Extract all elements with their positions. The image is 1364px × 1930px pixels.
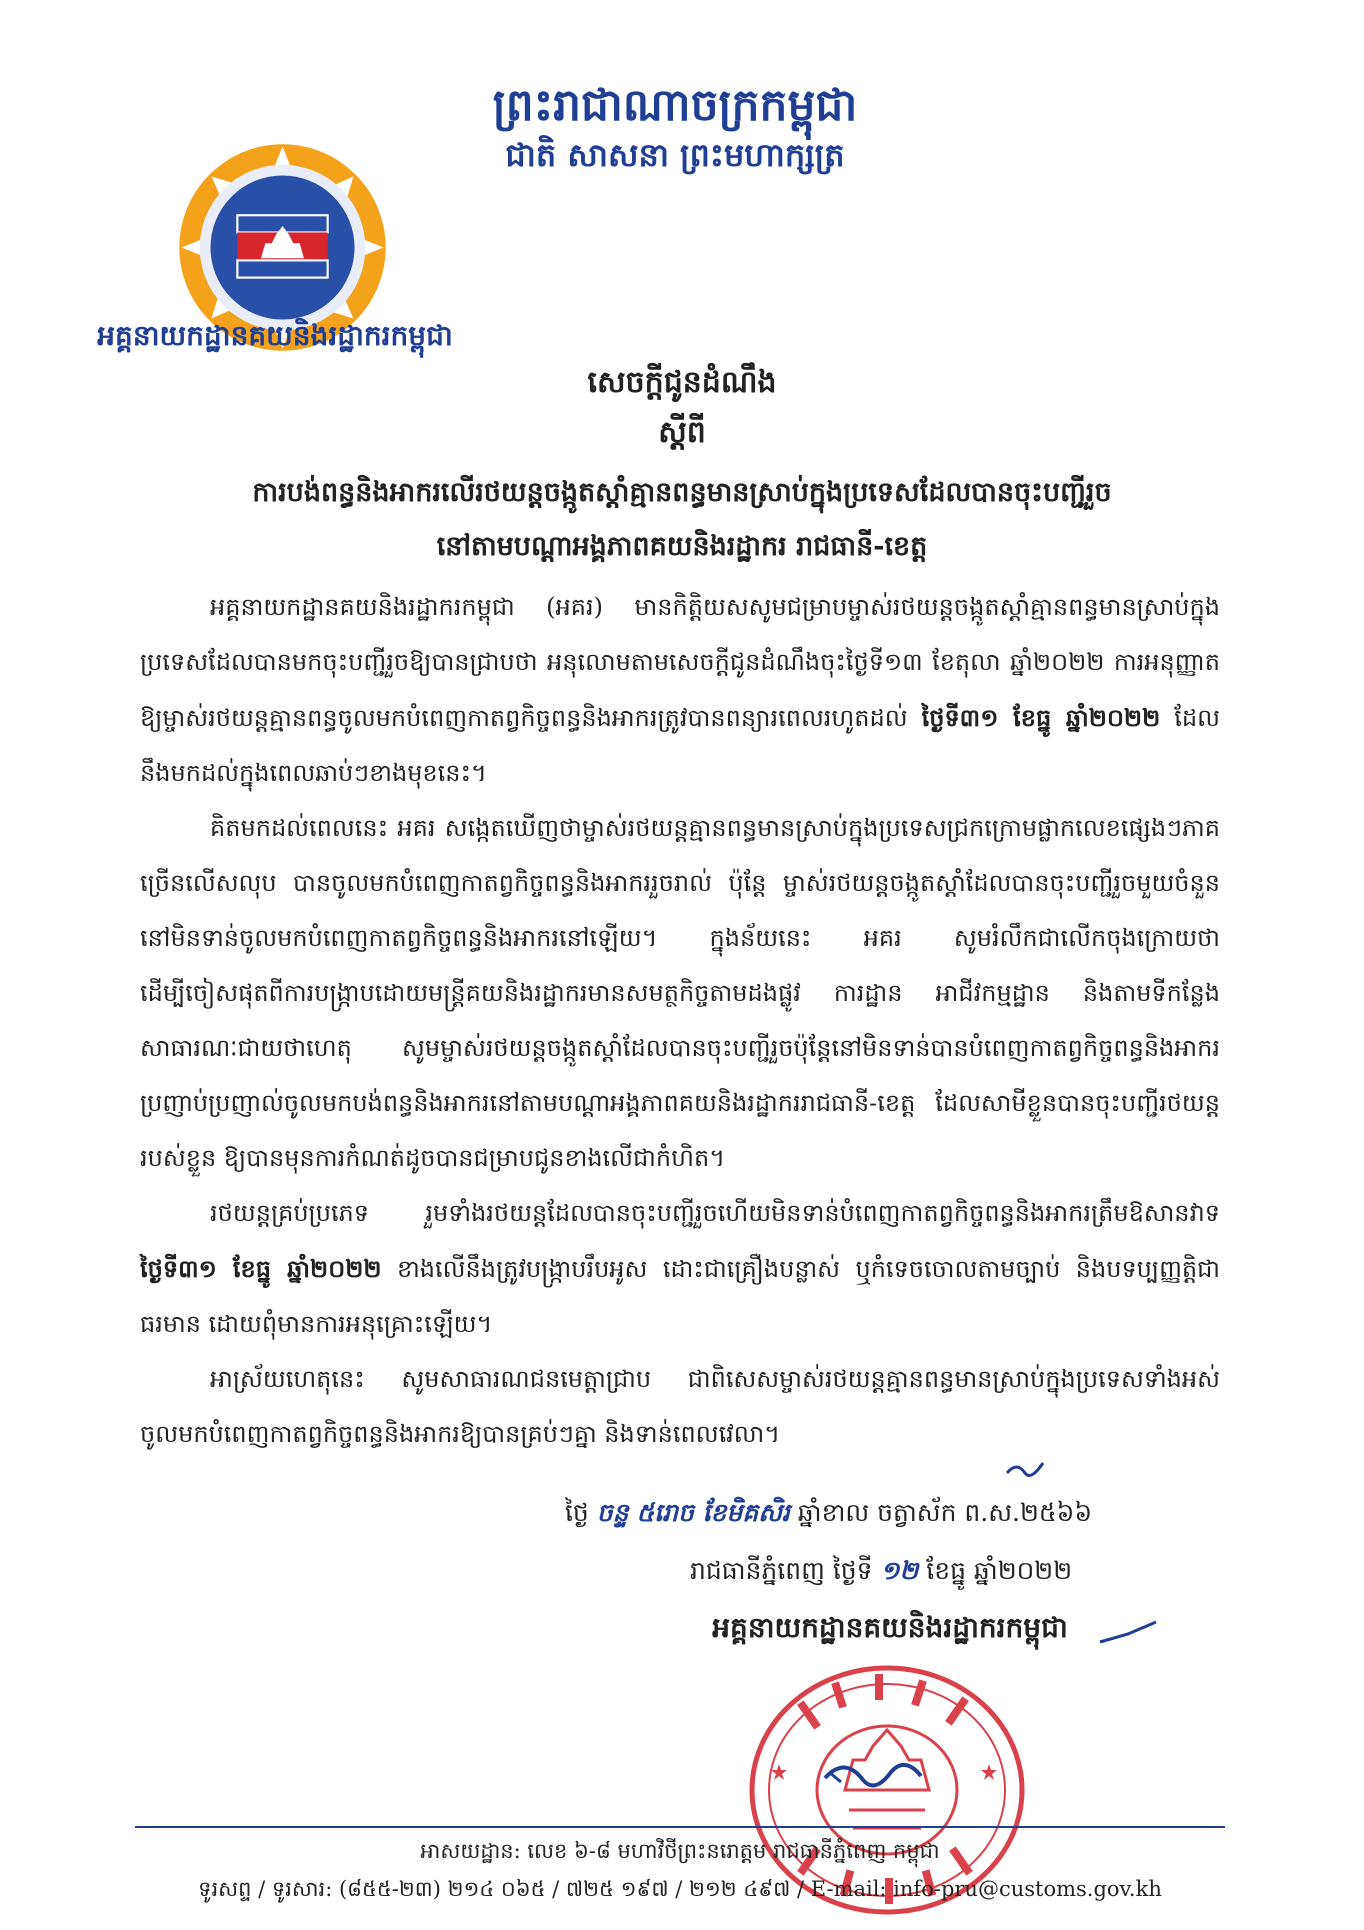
document-type: សេចក្តីជូនដំណឹង xyxy=(587,365,777,400)
handwritten-day: ចន្ទ xyxy=(596,1498,629,1527)
deadline-date: ថ្ងៃទី៣១ ខែធ្នូ ឆ្នាំ២០២២ xyxy=(140,1254,382,1283)
signature-tick-icon xyxy=(1098,1618,1158,1648)
notice-body xyxy=(140,580,1220,1462)
solar-date: រាជធានីភ្នំពេញ ថ្ងៃទី ១២ ខែធ្នូ ឆ្នាំ២០២២ xyxy=(690,1556,1073,1585)
paragraph-3: រថយន្តគ្រប់ប្រភេទ រួមទាំងរថយន្តដែលបានចុះបញ្ជីរួចហើយមិនទាន់បំពេញកាតព្វកិច្ចពន្ធនិងអាករត្រឹមឱសានវាទ ថ្ងៃទី៣១ ខែធ្នូ ឆ្នាំ២០២២ ខាងលើនឹងត្រូវបង្ក្រាបរឹបអូស ដោះជាគ្រឿងបន្លាស់ ឬកំទេចចោលតាមច្បាប់ និងបទប្បញ្ញត្តិជាធរមាន ដោយពុំមានការអនុគ្រោះឡើយ។ xyxy=(140,1199,1220,1338)
document-about: ស្តីពី xyxy=(658,415,706,450)
signatory-organization: អគ្គនាយកដ្ឋានគយនិងរដ្ឋាករកម្ពុជា xyxy=(712,1611,1068,1644)
handwritten-day-number: ១២ xyxy=(880,1556,919,1585)
footer-contact: ទូរសព្ទ / ទូរសារ: (៨៥៥-២៣) ២១៤ ០៦៥ / ៧២៥ ១៩៧ / ២១២ ៤៩៧ / E-mail: info-pru@customs.gov.kh xyxy=(198,1877,1162,1901)
paragraph-4: អាស្រ័យហេតុនេះ សូមសាធារណជនមេត្តាជ្រាប ជាពិសេសម្ចាស់រថយន្តគ្មានពន្ធមានស្រាប់ក្នុងប្រទេសទាំងអស់ ចូលមកបំពេញកាតព្វកិច្ចពន្ធនិងអាករឱ្យបានគ្រប់ៗគ្នា និងទាន់ពេលវេលា។ xyxy=(140,1365,1220,1448)
paragraph-1: អគ្គនាយកដ្ឋានគយនិងរដ្ឋាករកម្ពុជា (អគរ) មានកិត្តិយសសូមជម្រាបម្ចាស់រថយន្តចង្កូតស្តាំគ្មានពន្ធមានស្រាប់ក្នុងប្រទេសដែលបានមកចុះបញ្ជីរួចឱ្យបានជ្រាបថា អនុលោមតាមសេចក្តីជូនដំណឹងចុះថ្ងៃទី១៣ ខែតុលា ឆ្នាំ២០២២ ការអនុញ្ញាតឱ្យម្ចាស់រថយន្តគ្មានពន្ធចូលមកបំពេញកាតព្វកិច្ចពន្ធនិងអាករត្រូវបានពន្យារពេលរហូតដល់ ថ្ងៃទី៣១ ខែធ្នូ ឆ្នាំ២០២២ ដែលនឹងមកដល់ក្នុងពេលឆាប់ៗខាងមុខនេះ។ xyxy=(140,593,1220,787)
footer-divider xyxy=(135,1826,1225,1828)
deadline-date: ថ្ងៃទី៣១ ខែធ្នូ ឆ្នាំ២០២២ xyxy=(921,703,1161,732)
lunar-date: ថ្ងៃ ចន្ទ ៥រោច ខែមិគសិរ ឆ្នាំខាល ចត្វាស័ក ព.ស.២៥៦៦ xyxy=(565,1498,1093,1527)
kingdom-motto: ជាតិ សាសនា ព្រះមហាក្សត្រ xyxy=(505,136,845,174)
document-subject-line-1: ការបង់ពន្ធនិងអាករលើរថយន្តចង្កូតស្តាំគ្មានពន្ធមានស្រាប់ក្នុងប្រទេសដែលបានចុះបញ្ជីរួច xyxy=(252,477,1112,508)
handwritten-lunar-date: ៥រោច ខែមិគសិរ xyxy=(636,1498,790,1527)
paragraph-2: គិតមកដល់ពេលនេះ អគរ សង្កេតឃើញថាម្ចាស់រថយន្តគ្មានពន្ធមានស្រាប់ក្នុងប្រទេសជ្រកក្រោមផ្លាកលេខផ្សេងៗភាគច្រើនលើសលុប បានចូលមកបំពេញកាតព្វកិច្ចពន្ធនិងអាកររួចរាល់ ប៉ុន្តែ ម្ចាស់រថយន្តចង្កូតស្តាំដែលបានចុះបញ្ជីរួចមួយចំនួននៅមិនទាន់ចូលមកបំពេញកាតព្វកិច្ចពន្ធនិងអាករនៅឡើយ។ ក្នុងន័យនេះ អគរ សូមរំលឹកជាលើកចុងក្រោយថា ដើម្បីចៀសផុតពីការបង្ក្រាបដោយមន្ត្រីគយនិងរដ្ឋាករមានសមត្ថកិច្ចតាមដងផ្លូវ ការដ្ឋាន អាជីវកម្មដ្ឋាន និងតាមទីកន្លែងសាធារណៈជាយថាហេតុ សូមម្ចាស់រថយន្តចង្កូតស្តាំដែលបានចុះបញ្ជីរួចប៉ុន្តែនៅមិនទាន់បានបំពេញកាតព្វកិច្ចពន្ធនិងអាករ ប្រញាប់ប្រញាល់ចូលមកបង់ពន្ធនិងអាករនៅតាមបណ្តាអង្គភាពគយនិងរដ្ឋាកររាជធានី-ខេត្ត ដែលសាមីខ្លួនបានចុះបញ្ជីរថយន្តរបស់ខ្លួន ឱ្យបានមុនការកំណត់ដូចបានជម្រាបជូនខាងលើជាកំហិត។ xyxy=(140,814,1220,1172)
handwritten-end-mark-icon xyxy=(1005,1455,1045,1485)
kingdom-title: ព្រះរាជាណាចក្រកម្ពុជា xyxy=(492,80,858,131)
footer-address: អាសយដ្ឋាន: លេខ ៦-៨ មហាវិថីព្រះនរោត្តម រាជធានីភ្នំពេញ កម្ពុជា xyxy=(420,1839,940,1863)
department-name: អគ្គនាយកដ្ឋានគយនិងរដ្ឋាករកម្ពុជា xyxy=(97,319,453,352)
document-subject-line-2: នៅតាមបណ្តាអង្គភាពគយនិងរដ្ឋាករ រាជធានី-ខេត្ត xyxy=(436,531,928,562)
